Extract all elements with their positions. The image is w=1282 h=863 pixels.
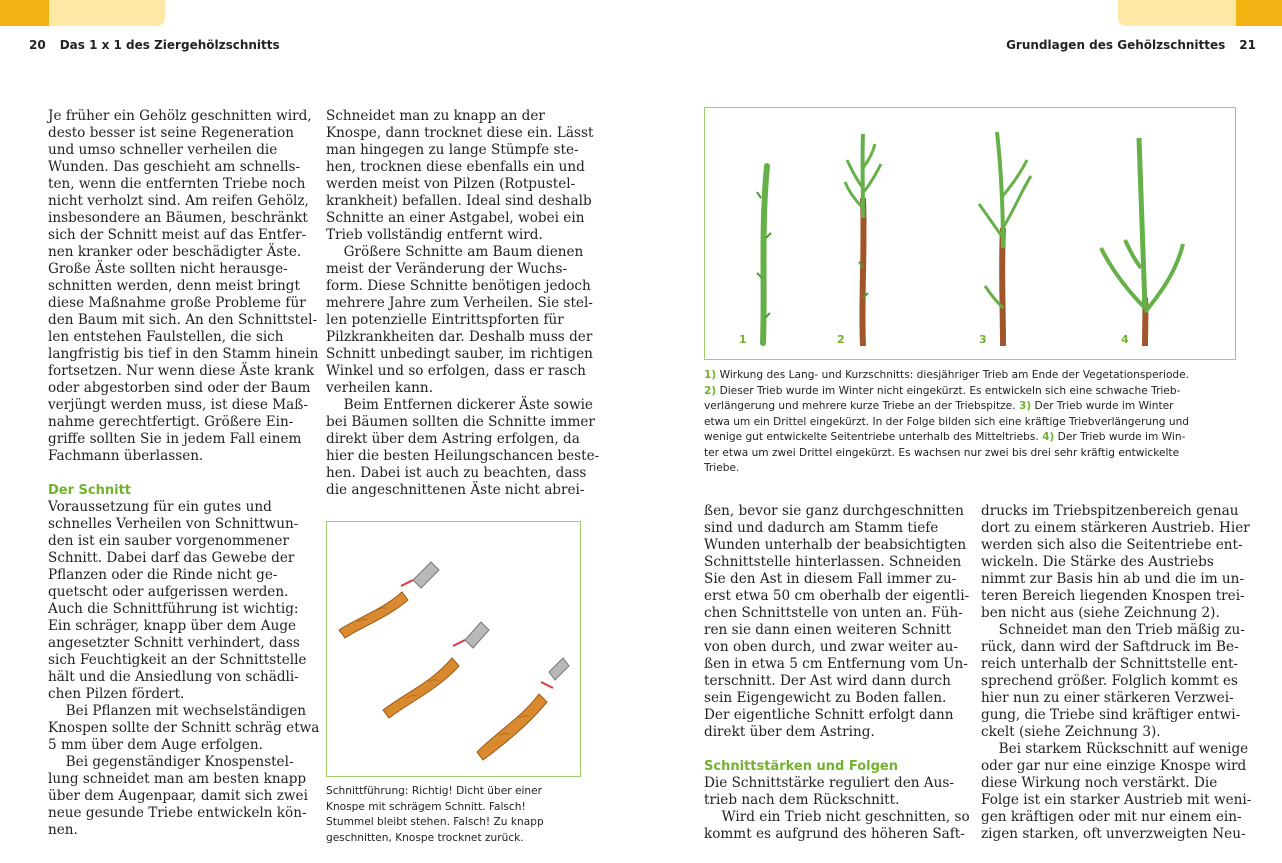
text-line: desto besser ist seine Regeneration [48,125,295,141]
corner-tab-right-dark [1236,0,1282,26]
text-line: Schnittführung: Richtig! Dicht über einer [326,785,542,797]
text-line: teren Bereich liegenden Knospen trei- [981,588,1245,604]
branch-cut-3 [477,658,569,760]
shoot-growth-illustration [705,108,1235,359]
text-line: Stummel bleibt stehen. Falsch! Zu knapp [326,816,544,828]
text-line: Ein schräger, knapp über dem Auge [48,618,297,634]
text-line: Die Schnittstärke reguliert den Aus- [704,775,954,791]
text-line: Knospe mit schrägem Schnitt. Falsch! [326,800,526,813]
text-line: ben nicht aus (siehe Zeichnung 2). [981,605,1220,621]
text-line: nimmt zur Basis hin ab und die im un- [981,571,1245,587]
caption-text [326,784,544,846]
text-line: den Baum mit sich. An den Schnittstel- [48,312,318,328]
text-line: von oben durch, und zwar weiter au- [704,639,958,655]
text-line: verheilen kann. [326,380,434,396]
branch-cut-1 [339,562,439,638]
text-line: len entstehen Faulstellen, die sich [48,329,284,345]
caption-line: Der Trieb wurde im Winter [1031,400,1174,412]
caption-number-3: 3) [1018,400,1032,412]
figure-caption-cutting [326,784,544,846]
text-line: ren sie dann einen weiteren Schnitt [704,622,952,638]
text-line: Bei gegenständiger Knospenstel- [65,754,294,770]
text-line: Schneidet man den Trieb mäßig zu- [998,622,1245,638]
paragraph [48,754,319,839]
text-line: Je früher ein Gehölz geschnitten wird, [48,108,312,124]
text-line: lung schneidet man am besten knapp [48,771,307,787]
running-head-right [1006,38,1256,52]
text-line: Bei starkem Rückschnitt auf wenige [998,741,1249,757]
text-line: nen kranker oder beschädigter Äste. [48,244,302,260]
caption-line: ter etwa um zwei Drittel eingekürzt. Es wachsen nur zwei bis drei sehr kräftig entwickelte [704,446,1180,459]
text-line: gen kräftigen oder mit nur einem ein- [981,809,1242,825]
text-line: nahme gerechtfertigt. Größere Ein- [48,414,294,430]
text-line: hen. Dabei ist auch zu beachten, dass [326,465,587,481]
shoot-label-3: 3 [979,333,987,346]
text-line: bei Bäumen sollten die Schnitte immer [326,414,595,430]
text-line: Wunden unterhalb der beabsichtigten [704,537,967,553]
text-line: trieb nach dem Rückschnitt. [704,792,900,808]
text-line: schnelles Verheilen von Schnittwun- [48,516,299,532]
paragraph [326,397,599,499]
text-line: hen, trocknen diese ebenfalls ein und [326,159,585,175]
running-head-left [29,38,280,52]
text-line: rück, dann wird der Saftdruck im Be- [981,639,1239,655]
text-line: form. Diese Schnitte benötigen jedoch [326,278,591,294]
text-line: Auch die Schnittführung ist wichtig: [48,601,299,617]
text-column-3 [704,503,970,843]
text-line: terschnitt. Der Ast wird dann durch [704,673,951,689]
text-line: über dem Augenpaar, damit sich zwei [48,788,308,804]
caption-line: etwa um ein Drittel eingekürzt. In der Folge bilden sich eine kräftige Triebverlängerung und [704,415,1190,428]
section-heading-der-schnitt: Der Schnitt [48,483,132,498]
text-line: insbesondere an Bäumen, beschränkt [48,210,308,226]
text-line: werden meist von Pilzen (Rotpustel- [326,176,576,192]
text-line: Der eigentliche Schnitt erfolgt dann [704,707,954,723]
text-line: werden sich also die Seitentriebe ent- [981,537,1243,553]
text-line: Voraussetzung für ein gutes und [48,499,272,515]
text-line: griffe sollten Sie in jedem Fall einem [48,431,302,447]
text-line: Fachmann überlassen. [48,448,204,464]
text-line: nicht verholzt sind. Am reifen Gehölz, [48,193,309,209]
text-line: nen. [48,822,78,838]
text-line: Große Äste sollten nicht herausge- [48,261,288,277]
text-line: sich der Schnitt meist auf das Entfer- [48,227,307,243]
text-line: direkt über dem Astring erfolgen, da [326,431,580,447]
text-line: 5 mm über dem Auge erfolgen. [48,737,263,753]
text-line: sind und dadurch am Stamm tiefe [704,520,939,536]
text-column-4 [981,503,1251,843]
pruning-cut-illustration [327,522,580,776]
caption-line: Der Trieb wurde im Win- [1054,431,1186,443]
paragraph [48,108,319,465]
paragraph [981,503,1251,622]
text-line: zigen starken, oft unverzweigten Neu- [981,826,1246,842]
text-line: ten, wenn die entfernten Triebe noch [48,176,306,192]
paragraph [326,244,599,397]
text-line: hier die besten Heilungschancen beste- [326,448,600,464]
text-line: hier nun zu einer stärkeren Verzwei- [981,690,1234,706]
caption-line: verlängerung und mehrere kurze Triebe an der Triebspitze. [704,400,1016,412]
text-line: sein Eigengewicht zu Boden fallen. [704,690,947,706]
text-line: fortsetzen. Nur wenn diese Äste krank [48,363,315,379]
text-line: chen Pilzen fördert. [48,686,185,702]
text-line: Schnitt. Dabei darf das Gewebe der [48,550,295,566]
text-line: ßen in etwa 5 cm Entfernung vom Un- [704,656,968,672]
text-line: oder abgestorben sind oder der Baum [48,380,311,396]
text-line: man hingegen zu lange Stümpfe ste- [326,142,579,158]
text-line: dort zu einem stärkeren Austrieb. Hier [981,520,1250,536]
page-number-right: 21 [1239,38,1256,52]
chapter-title-left: Das 1 x 1 des Ziergehölzschnitts [59,38,280,52]
caption-line: Triebe. [704,462,740,474]
text-line: hält und die Ansiedlung von schädli- [48,669,299,685]
caption-line: Dieser Trieb wurde im Winter nicht eingekürzt. Es entwickeln sich eine schwache Trieb- [716,384,1181,397]
text-line: den ist ein sauber vorgenommener [48,533,289,549]
text-line: sich Feuchtigkeit an der Schnittstelle [48,652,307,668]
paragraph [326,108,599,244]
paragraph [704,775,970,809]
text-line: diese Wirkung noch verstärkt. Die [981,775,1218,791]
shoot-2 [837,134,881,346]
text-line: Bei Pflanzen mit wechselständigen [65,703,307,719]
shoot-label-2: 2 [837,333,845,346]
text-line: geschnitten, Knospe trocknet zurück. [326,831,524,844]
page-number-left: 20 [29,38,46,52]
figure-cutting-technique [326,521,581,777]
text-line: Größere Schnitte am Baum dienen [343,244,584,260]
text-line: Trieb vollständig entfernt wird. [326,227,543,243]
text-line: neue gesunde Triebe entwickeln kön- [48,805,307,821]
text-line: reich unterhalb der Schnittstelle ent- [981,656,1239,672]
text-line: schnitten werden, denn meist bringt [48,278,300,294]
text-line: krankheit) befallen. Ideal sind deshalb [326,193,592,209]
text-line: Knospe, dann trocknet diese ein. Lässt [326,125,594,141]
text-line: Folge ist ein starker Austrieb mit weni- [981,792,1252,808]
text-line: Winkel und so erfolgen, dass er rasch [326,363,586,379]
text-line: Schnittstelle hinterlassen. Schneiden [704,554,962,570]
caption-line: wenige gut entwickelte Seitentriebe unterhalb des Mitteltriebs. [704,431,1039,443]
paragraph [981,741,1251,843]
text-line: wickeln. Die Stärke des Austriebs [981,554,1214,570]
shoot-label-4: 4 [1121,333,1129,346]
text-column-1 [48,108,319,839]
text-line: Pflanzen oder die Rinde nicht ge- [48,567,278,583]
figure-shoot-growth [704,107,1236,360]
caption-number-2: 2) [704,384,717,397]
caption-line: Wirkung des Lang- und Kurzschnitts: diesjähriger Trieb am Ende der Vegetationsperiode. [716,369,1190,381]
paragraph [48,499,319,703]
paragraph [704,809,970,843]
text-line: quetscht oder aufgerissen werden. [48,584,289,600]
text-line: sprechend größer. Folglich kommt es [981,673,1238,689]
shoot-1 [739,166,771,346]
text-line: die angeschnittenen Äste nicht abrei- [326,482,585,498]
paragraph [704,503,970,741]
text-line: Beim Entfernen dickerer Äste sowie [343,397,593,413]
text-line: angesetzter Schnitt verhindert, dass [48,635,300,651]
corner-tab-left-light [49,0,165,26]
branch-cut-2 [383,622,489,718]
section-heading-schnittstaerken: Schnittstärken und Folgen [704,759,898,774]
shoot-4 [1101,138,1183,346]
text-line: und umso schneller verheilen die [48,142,278,158]
caption-number-4: 4) [1042,431,1055,443]
text-line: ßen, bevor sie ganz durchgeschnitten [704,503,964,519]
text-line: erst etwa 50 cm oberhalb der eigentli- [704,588,970,604]
text-line: Schneidet man zu knapp an der [326,108,545,124]
text-line: verjüngt werden muss, ist diese Maß- [48,397,308,413]
shoot-3 [979,132,1031,346]
text-line: langfristig bis tief in den Stamm hinein [48,346,319,362]
text-line: ckelt (siehe Zeichnung 3). [981,724,1161,740]
figure-caption-shoots [704,368,1189,477]
text-line: gung, die Triebe sind kräftiger entwi- [981,707,1241,723]
paragraph [48,703,319,754]
text-line: meist der Veränderung der Wuchs- [326,261,568,277]
text-line: Wunden. Das geschieht am schnells- [48,159,301,175]
text-line: Sie den Ast in diesem Fall immer zu- [704,571,957,587]
text-line: Knospen sollte der Schnitt schräg etwa [48,720,320,736]
text-column-2 [326,108,599,499]
text-line: len potenzielle Eintrittspforten für [326,312,564,328]
caption-number-1: 1) [704,369,717,381]
paragraph [981,622,1251,741]
text-line: Schnitt unbedingt sauber, im richtigen [326,346,593,362]
text-line: kommt es aufgrund des höheren Saft- [704,826,965,842]
text-line: chen Schnittstelle von unten an. Füh- [704,605,963,621]
text-line: Schnitte an einer Astgabel, wobei ein [326,210,585,226]
corner-tab-left-dark [0,0,49,26]
text-line: direkt über dem Astring. [704,724,875,740]
corner-tab-right-light [1118,0,1236,26]
text-line: drucks im Triebspitzenbereich genau [981,503,1239,519]
text-line: mehrere Jahre zum Verheilen. Sie stel- [326,295,593,311]
shoot-label-1: 1 [739,333,747,346]
text-line: oder gar nur eine einzige Knospe wird [981,758,1247,774]
chapter-title-right: Grundlagen des Gehölzschnittes [1006,38,1226,52]
text-line: Pilzkrankheiten dar. Deshalb muss der [326,329,593,345]
text-line: diese Maßnahme große Probleme für [48,295,306,311]
text-line: Wird ein Trieb nicht geschnitten, so [721,809,970,825]
